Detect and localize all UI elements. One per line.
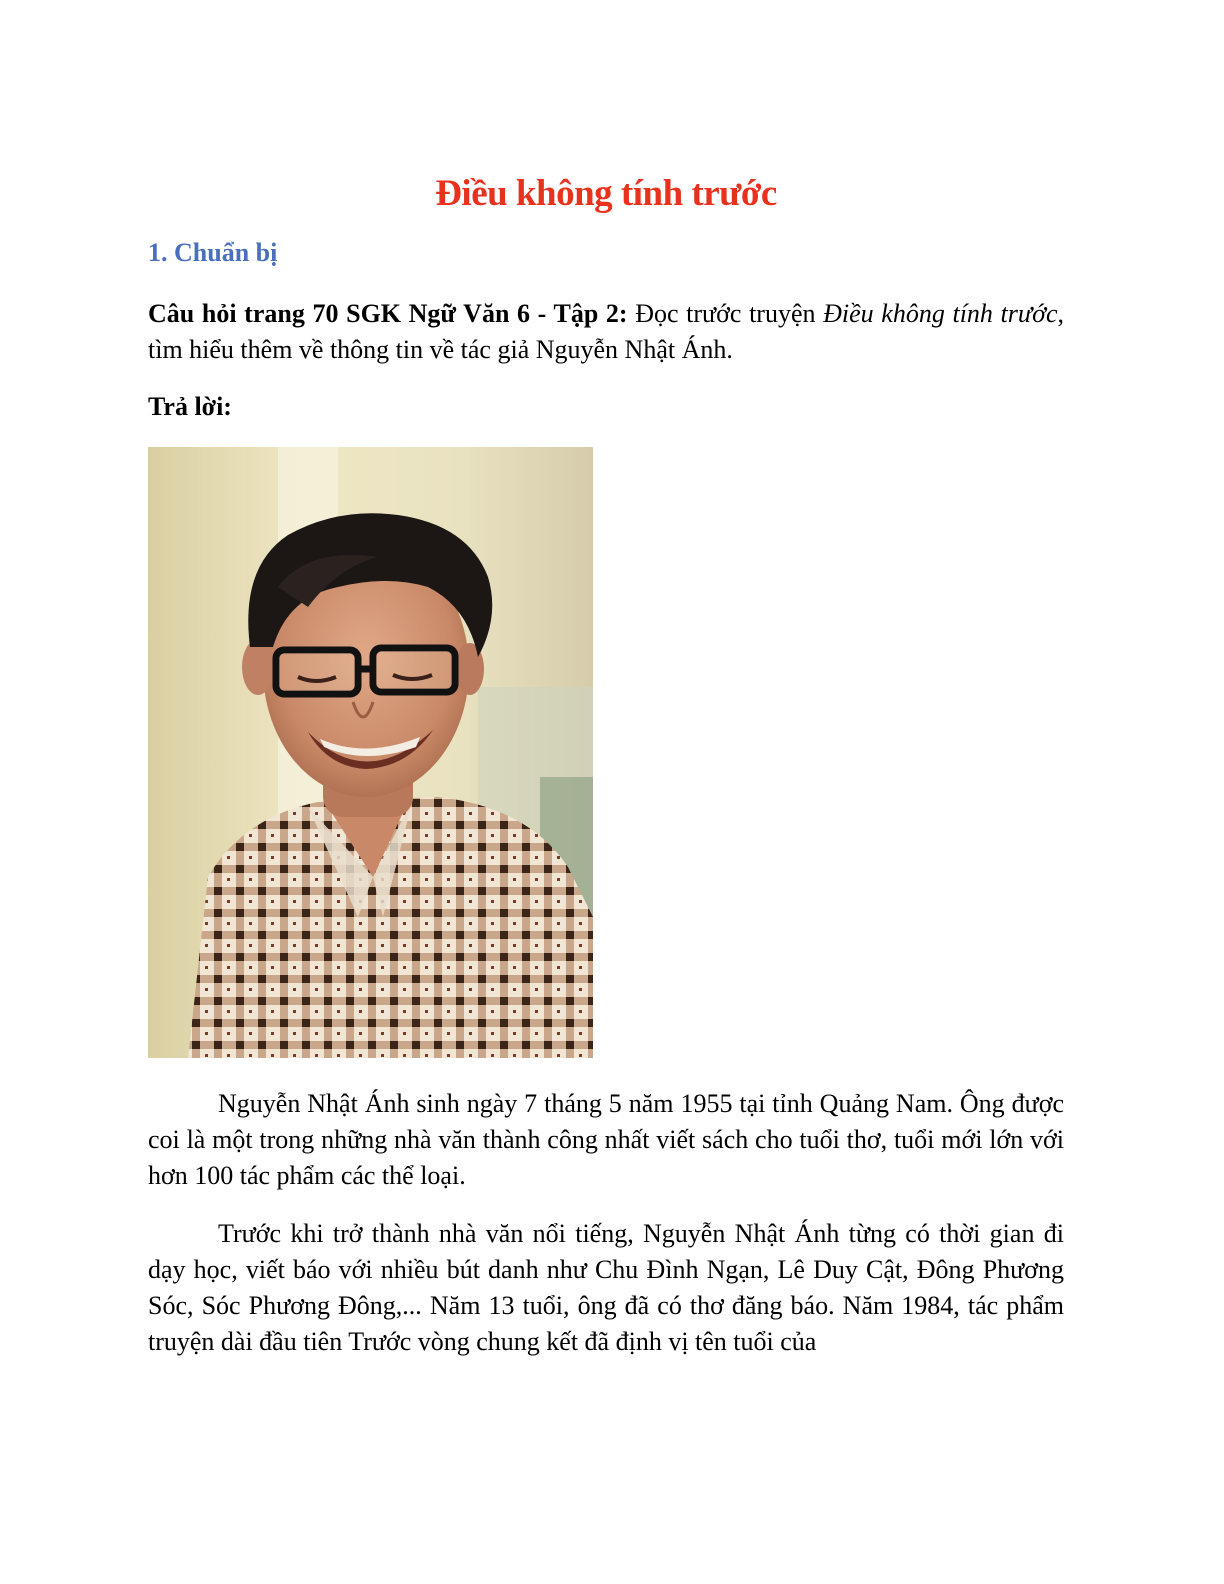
author-photo [148, 447, 593, 1058]
question-text-before: Đọc trước truyện [627, 299, 824, 328]
question-text-after: , tìm hiểu thêm về thông tin về tác giả Nguyễn Nhật Ánh. [148, 299, 1064, 364]
body-paragraph-2: Trước khi trở thành nhà văn nổi tiếng, Nguyễn Nhật Ánh từng có thời gian đi dạy học, viết báo với nhiều bút danh như Chu Đình Ngạn, Lê Duy Cật, Đông Phương Sóc, Sóc Phương Đông,... Năm 13 tuổi, ông đã có thơ đăng báo. Năm 1984, tác phẩm truyện dài đầu tiên Trước vòng chung kết đã định vị tên tuổi của [148, 1219, 1064, 1356]
question-label: Câu hỏi trang 70 SGK Ngữ Văn 6 - Tập 2: [148, 299, 628, 328]
section-heading: 1. Chuẩn bị [148, 238, 278, 267]
answer-label: Trả lời: [148, 392, 232, 421]
question-paragraph [148, 296, 1064, 368]
page-title: Điều không tính trước [435, 173, 777, 214]
body-paragraph-1: Nguyễn Nhật Ánh sinh ngày 7 tháng 5 năm 1955 tại tỉnh Quảng Nam. Ông được coi là một trong những nhà văn thành công nhất viết sách cho tuổi thơ, tuổi mới lớn với hơn 100 tác phẩm các thể loại. [148, 1089, 1064, 1190]
question-story-title: Điều không tính trước [823, 299, 1058, 328]
